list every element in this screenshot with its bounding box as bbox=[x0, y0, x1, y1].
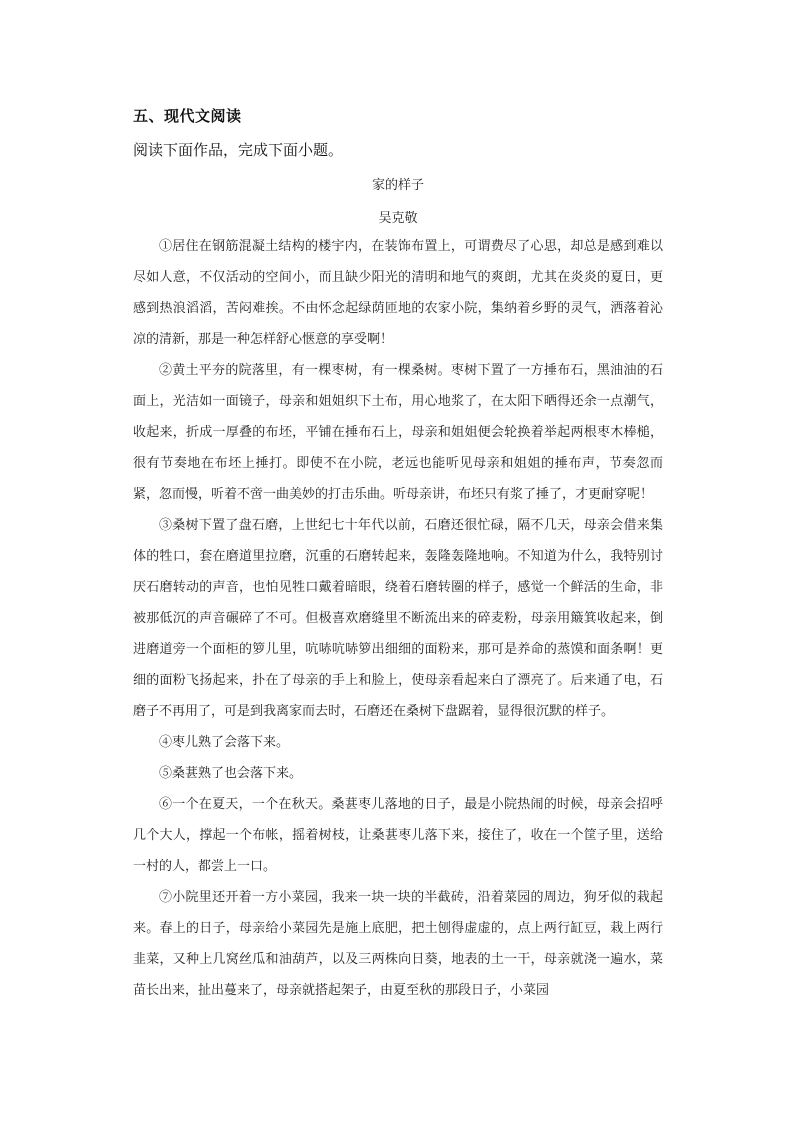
article-author: 吴克敬 bbox=[378, 211, 418, 226]
paragraph-1: ①居住在钢筋混凝土结构的楼宇内，在装饰布置上，可谓费尽了心思，却总是感到难以尽如人意，不仅活动的空间小，而且缺少阳光的清明和地气的爽朗，尤其在炎炎的夏日，更感到热浪滔滔，苦闷难挨。不由怀念起绿荫匝地的农家小院，集纳着乡野的灵气，洒落着沁凉的清新，那是一种怎样舒心惬意的享受啊！ bbox=[133, 239, 663, 347]
article-body bbox=[133, 231, 663, 1006]
section-title: 五、现代文阅读 bbox=[133, 107, 242, 125]
paragraph-2: ②黄土平夯的院落里，有一棵枣树，有一棵桑树。枣树下置了一方捶布石，黑油油的石面上，光洁如一面镜子，母亲和姐姐织下土布，用心地浆了，在太阳下晒得还余一点潮气，收起来，折成一厚叠的布坯，平铺在捶布石上，母亲和姐姐便会轮换着举起两根枣木棒槌，很有节奏地在布坯上捶打。即使不在小院，老远也能听见母亲和姐姐的捶布声，节奏忽而紧，忽而慢，听着不啻一曲美妙的打击乐曲。听母亲讲，布坯只有浆了捶了，才更耐穿呢！ bbox=[133, 363, 663, 502]
article-title: 家的样子 bbox=[371, 178, 424, 193]
paragraph-3: ③桑树下置了盘石磨，上世纪七十年代以前，石磨还很忙碌，隔不几天，母亲会借来集体的牲口，套在磨道里拉磨，沉重的石磨转起来，轰隆轰隆地响。不知道为什么，我特别讨厌石磨转动的声音，也怕见牲口戴着暗眼，绕着石磨转圈的样子，感觉一个鲜活的生命，非被那低沉的声音碾碎了不可。但极喜欢磨缝里不断流出来的碎麦粉，母亲用簸箕收起来，倒进磨道旁一个面柜的箩儿里，吭哧吭哧箩出细细的面粉来，那可是养命的蒸馍和面条啊！更细的面粉飞扬起来，扑在了母亲的手上和脸上，使母亲看起来白了漂亮了。后来通了电，石磨子不再用了，可是到我离家而去时，石磨还在桑树下盘踞着，显得很沉默的样子。 bbox=[133, 518, 663, 719]
paragraph-6: ⑥一个在夏天，一个在秋天。桑葚枣儿落地的日子，最是小院热闹的时候，母亲会招呼几个大人，撑起一个布帐，摇着树枝，让桑葚枣儿落下来，接住了，收在一个筐子里，送给一村的人，都尝上一口。 bbox=[133, 797, 663, 874]
paragraph-5: ⑤桑葚熟了也会落下来。 bbox=[159, 766, 303, 781]
reading-instruction: 阅读下面作品，完成下面小题。 bbox=[133, 141, 344, 159]
paragraph-7: ⑦小院里还开着一方小菜园，我来一块一块的半截砖，沿着菜园的周边，狗牙似的栽起来。春上的日子，母亲给小菜园先是施上底肥，把土刨得虚虚的，点上两行缸豆，栽上两行韭菜，又种上几窝丝瓜和油葫芦，以及三两株向日葵，地表的土一干，母亲就浇一遍水，菜苗长出来，扯出蔓来了，母亲就搭起架子，由夏至秋的那段日子，小菜园 bbox=[133, 890, 663, 998]
paragraph-4: ④枣儿熟了会落下来。 bbox=[159, 735, 290, 750]
